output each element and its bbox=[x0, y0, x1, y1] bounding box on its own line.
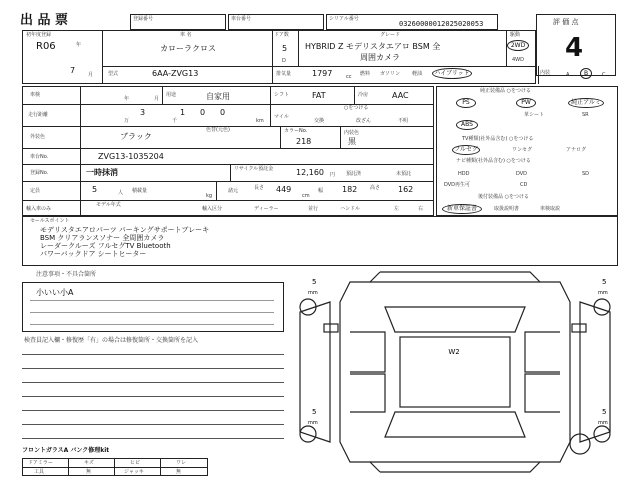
interior-grade-b: B bbox=[580, 68, 592, 79]
color-code: 218 bbox=[296, 137, 312, 146]
score-value: 4 bbox=[565, 33, 584, 63]
sales-point-line: パワーバックドア シートヒーター bbox=[40, 250, 147, 258]
equip-ps: PS bbox=[456, 98, 476, 108]
score-box: 評 価 点 4 bbox=[536, 14, 616, 76]
mileage-digit: 1 bbox=[180, 108, 186, 117]
door-rr bbox=[525, 374, 560, 412]
equip-alloy: 純正アルミ bbox=[568, 98, 604, 108]
sales-point-line: BSM クリアランスソナー 全周囲カメラ bbox=[40, 234, 165, 242]
sheet-title: 出 品 票 bbox=[20, 13, 69, 28]
interior-color: 黒 bbox=[348, 137, 356, 146]
serial-box: シリアル番号 03260000012025020053 bbox=[326, 14, 498, 30]
drive-2wd: 2WD bbox=[507, 40, 529, 51]
capacity: 5 bbox=[92, 185, 98, 194]
windshield bbox=[385, 307, 525, 332]
mirror-right bbox=[572, 324, 586, 332]
door-count: 5 bbox=[282, 44, 288, 53]
door-fr bbox=[525, 332, 560, 372]
windshield-note: フロントガラスA バンク修理kit bbox=[22, 447, 110, 454]
fuel-hybrid: ハイブリッド bbox=[432, 68, 472, 79]
frame-number: ZVG13-1035204 bbox=[98, 152, 164, 161]
mileage-digit: 0 bbox=[200, 108, 206, 117]
car-damage-diagram bbox=[290, 262, 620, 478]
tire-unit: mm bbox=[598, 290, 608, 296]
tire-depth-rr: 5 bbox=[602, 408, 607, 416]
sales-point-line: モデリスタエアロパーツ パーキングサポートブレーキ bbox=[40, 226, 210, 234]
exterior-color: ブラック bbox=[120, 132, 152, 141]
tire-unit: mm bbox=[308, 290, 318, 296]
equip-abs: ABS bbox=[456, 120, 478, 130]
tire-depth-fl: 5 bbox=[312, 278, 317, 286]
tire-rear-left bbox=[300, 426, 316, 442]
first-reg-era: R06 bbox=[36, 41, 56, 52]
tire-unit: mm bbox=[308, 420, 318, 426]
length: 449 bbox=[276, 185, 292, 194]
grade-line-1: HYBRID Z モデリスタエアロ BSM 全 bbox=[305, 42, 441, 51]
car-name: カローラクロス bbox=[160, 44, 216, 53]
mileage-digit: 0 bbox=[220, 108, 226, 117]
rear-bumper bbox=[370, 462, 540, 472]
door-rl bbox=[350, 374, 385, 412]
door-fl bbox=[350, 332, 385, 372]
tire-depth-rl: 5 bbox=[312, 408, 317, 416]
mileage-digit: 3 bbox=[140, 108, 146, 117]
damage-mark: W2 bbox=[448, 348, 460, 356]
reg-number-box: 登録番号 bbox=[130, 14, 226, 30]
usage: 自家用 bbox=[206, 92, 230, 101]
tire-depth-fr: 5 bbox=[602, 278, 607, 286]
equip-pw: PW bbox=[516, 98, 536, 108]
width: 182 bbox=[342, 185, 358, 194]
vehicle-detail-table bbox=[22, 86, 434, 216]
recycle-fee: 12,160 bbox=[296, 168, 324, 177]
registration-status: 一時抹消 bbox=[86, 168, 118, 177]
first-reg-month: 7 bbox=[70, 66, 76, 75]
model-code: 6AA-ZVG13 bbox=[152, 69, 199, 78]
displacement: 1797 bbox=[312, 69, 333, 78]
notes-entry: 小いい小A bbox=[36, 288, 74, 297]
serial-number: 03260000012025020053 bbox=[399, 20, 484, 28]
tv-fullseg: フルセグ bbox=[452, 145, 480, 155]
mirror-left bbox=[324, 324, 338, 332]
rear-window bbox=[385, 412, 525, 437]
inspector-title: 検査員記入欄・修復歴「有」の場合は修復箇所・交換箇所を記入 bbox=[24, 337, 199, 344]
tire-rear-right bbox=[594, 426, 610, 442]
frame-number-box: 車台番号 bbox=[228, 14, 324, 30]
sales-point-line: レーダークルーズ フルセグTV Bluetooth bbox=[40, 242, 171, 250]
ac-type: AAC bbox=[392, 91, 409, 100]
height: 162 bbox=[398, 185, 414, 194]
grade-line-2: 周囲カメラ bbox=[360, 53, 400, 62]
shift-type: FAT bbox=[312, 91, 326, 100]
front-bumper bbox=[370, 272, 540, 282]
rear-warranty: 新車保証書 bbox=[442, 204, 482, 214]
tire-unit: mm bbox=[598, 420, 608, 426]
notes-title: 注意事項・不具合箇所 bbox=[36, 271, 97, 278]
